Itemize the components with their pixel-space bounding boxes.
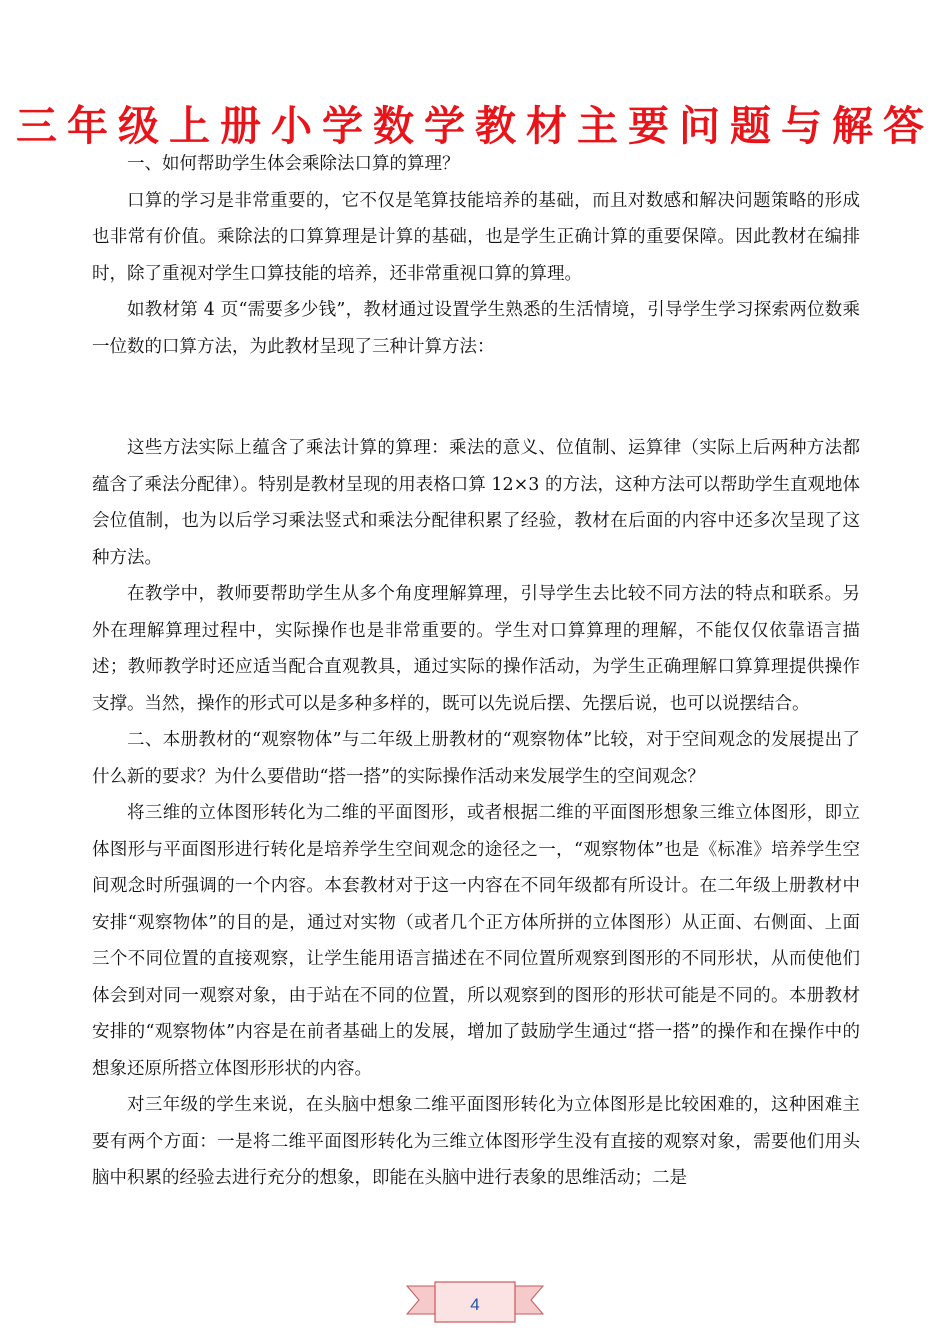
page-number: 4 — [470, 1295, 480, 1314]
page-title: 三年级上册小学数学教材主要问题与解答 — [16, 102, 934, 150]
paragraph: 对三年级的学生来说，在头脑中想象二维平面图形转化为立体图形是比较困难的，这种困难主要有两个方面：一是将二维平面图形转化为三维立体图形学生没有直接的观察对象，需要他们用头脑中积累的经验去进行充分的想象，即能在头脑中进行表象的思维活动；二是 — [92, 1095, 860, 1188]
page-number-ribbon — [405, 1278, 545, 1330]
paragraph: 一、如何帮助学生体会乘除法口算的算理？ — [127, 154, 460, 174]
paragraph: 在教学中，教师要帮助学生从多个角度理解算理，引导学生去比较不同方法的特点和联系。另外在理解算理过程中，实际操作也是非常重要的。学生对口算算理的理解，不能仅仅依靠语言描述；教师教学时还应适当配合直观教具，通过实际的操作活动，为学生正确理解口算算理提供操作支撑。当然，操作的形式可以是多种多样的，既可以先说后摆、先摆后说，也可以说摆结合。 — [92, 584, 860, 714]
text-block-intro — [92, 146, 860, 365]
text-block-main — [92, 430, 860, 1197]
paragraph: 将三维的立体图形转化为二维的平面图形，或者根据二维的平面图形想象三维立体图形，即立体图形与平面图形进行转化是培养学生空间观念的途径之一，“观察物体”也是《标准》培养学生空间观念时所强调的一个内容。本套教材对于这一内容在不同年级都有所设计。在二年级上册教材中安排“观察物体”的目的是，通过对实物（或者几个正方体所拼的立体图形）从正面、右侧面、上面三个不同位置的直接观察，让学生能用语言描述在不同位置所观察到图形的不同形状，从而使他们体会到对同一观察对象，由于站在不同的位置，所以观察到的图形的形状可能是不同的。本册教材安排的“观察物体”内容是在前者基础上的发展，增加了鼓励学生通过“搭一搭”的操作和在操作中的想象还原所搭立体图形形状的内容。 — [92, 803, 860, 1079]
paragraph: 口算的学习是非常重要的，它不仅是笔算技能培养的基础，而且对数感和解决问题策略的形成也非常有价值。乘除法的口算算理是计算的基础，也是学生正确计算的重要保障。因此教材在编排时，除了重视对学生口算技能的培养，还非常重视口算的算理。 — [92, 190, 860, 284]
paragraph: 如教材第 4 页“需要多少钱”，教材通过设置学生熟悉的生活情境，引导学生学习探索两位数乘一位数的口算方法，为此教材呈现了三种计算方法： — [92, 300, 860, 357]
paragraph: 二、本册教材的“观察物体”与二年级上册教材的“观察物体”比较，对于空间观念的发展提出了什么新的要求？为什么要借助“搭一搭”的实际操作活动来发展学生的空间观念？ — [92, 730, 860, 787]
paragraph: 这些方法实际上蕴含了乘法计算的算理：乘法的意义、位值制、运算律（实际上后两种方法都蕴含了乘法分配律）。特别是教材呈现的用表格口算 12×3 的方法，这种方法可以帮助学生直观地体会位值制，也为以后学习乘法竖式和乘法分配律积累了经验，教材在后面的内容中还多次呈现了这种方法。 — [92, 438, 860, 568]
